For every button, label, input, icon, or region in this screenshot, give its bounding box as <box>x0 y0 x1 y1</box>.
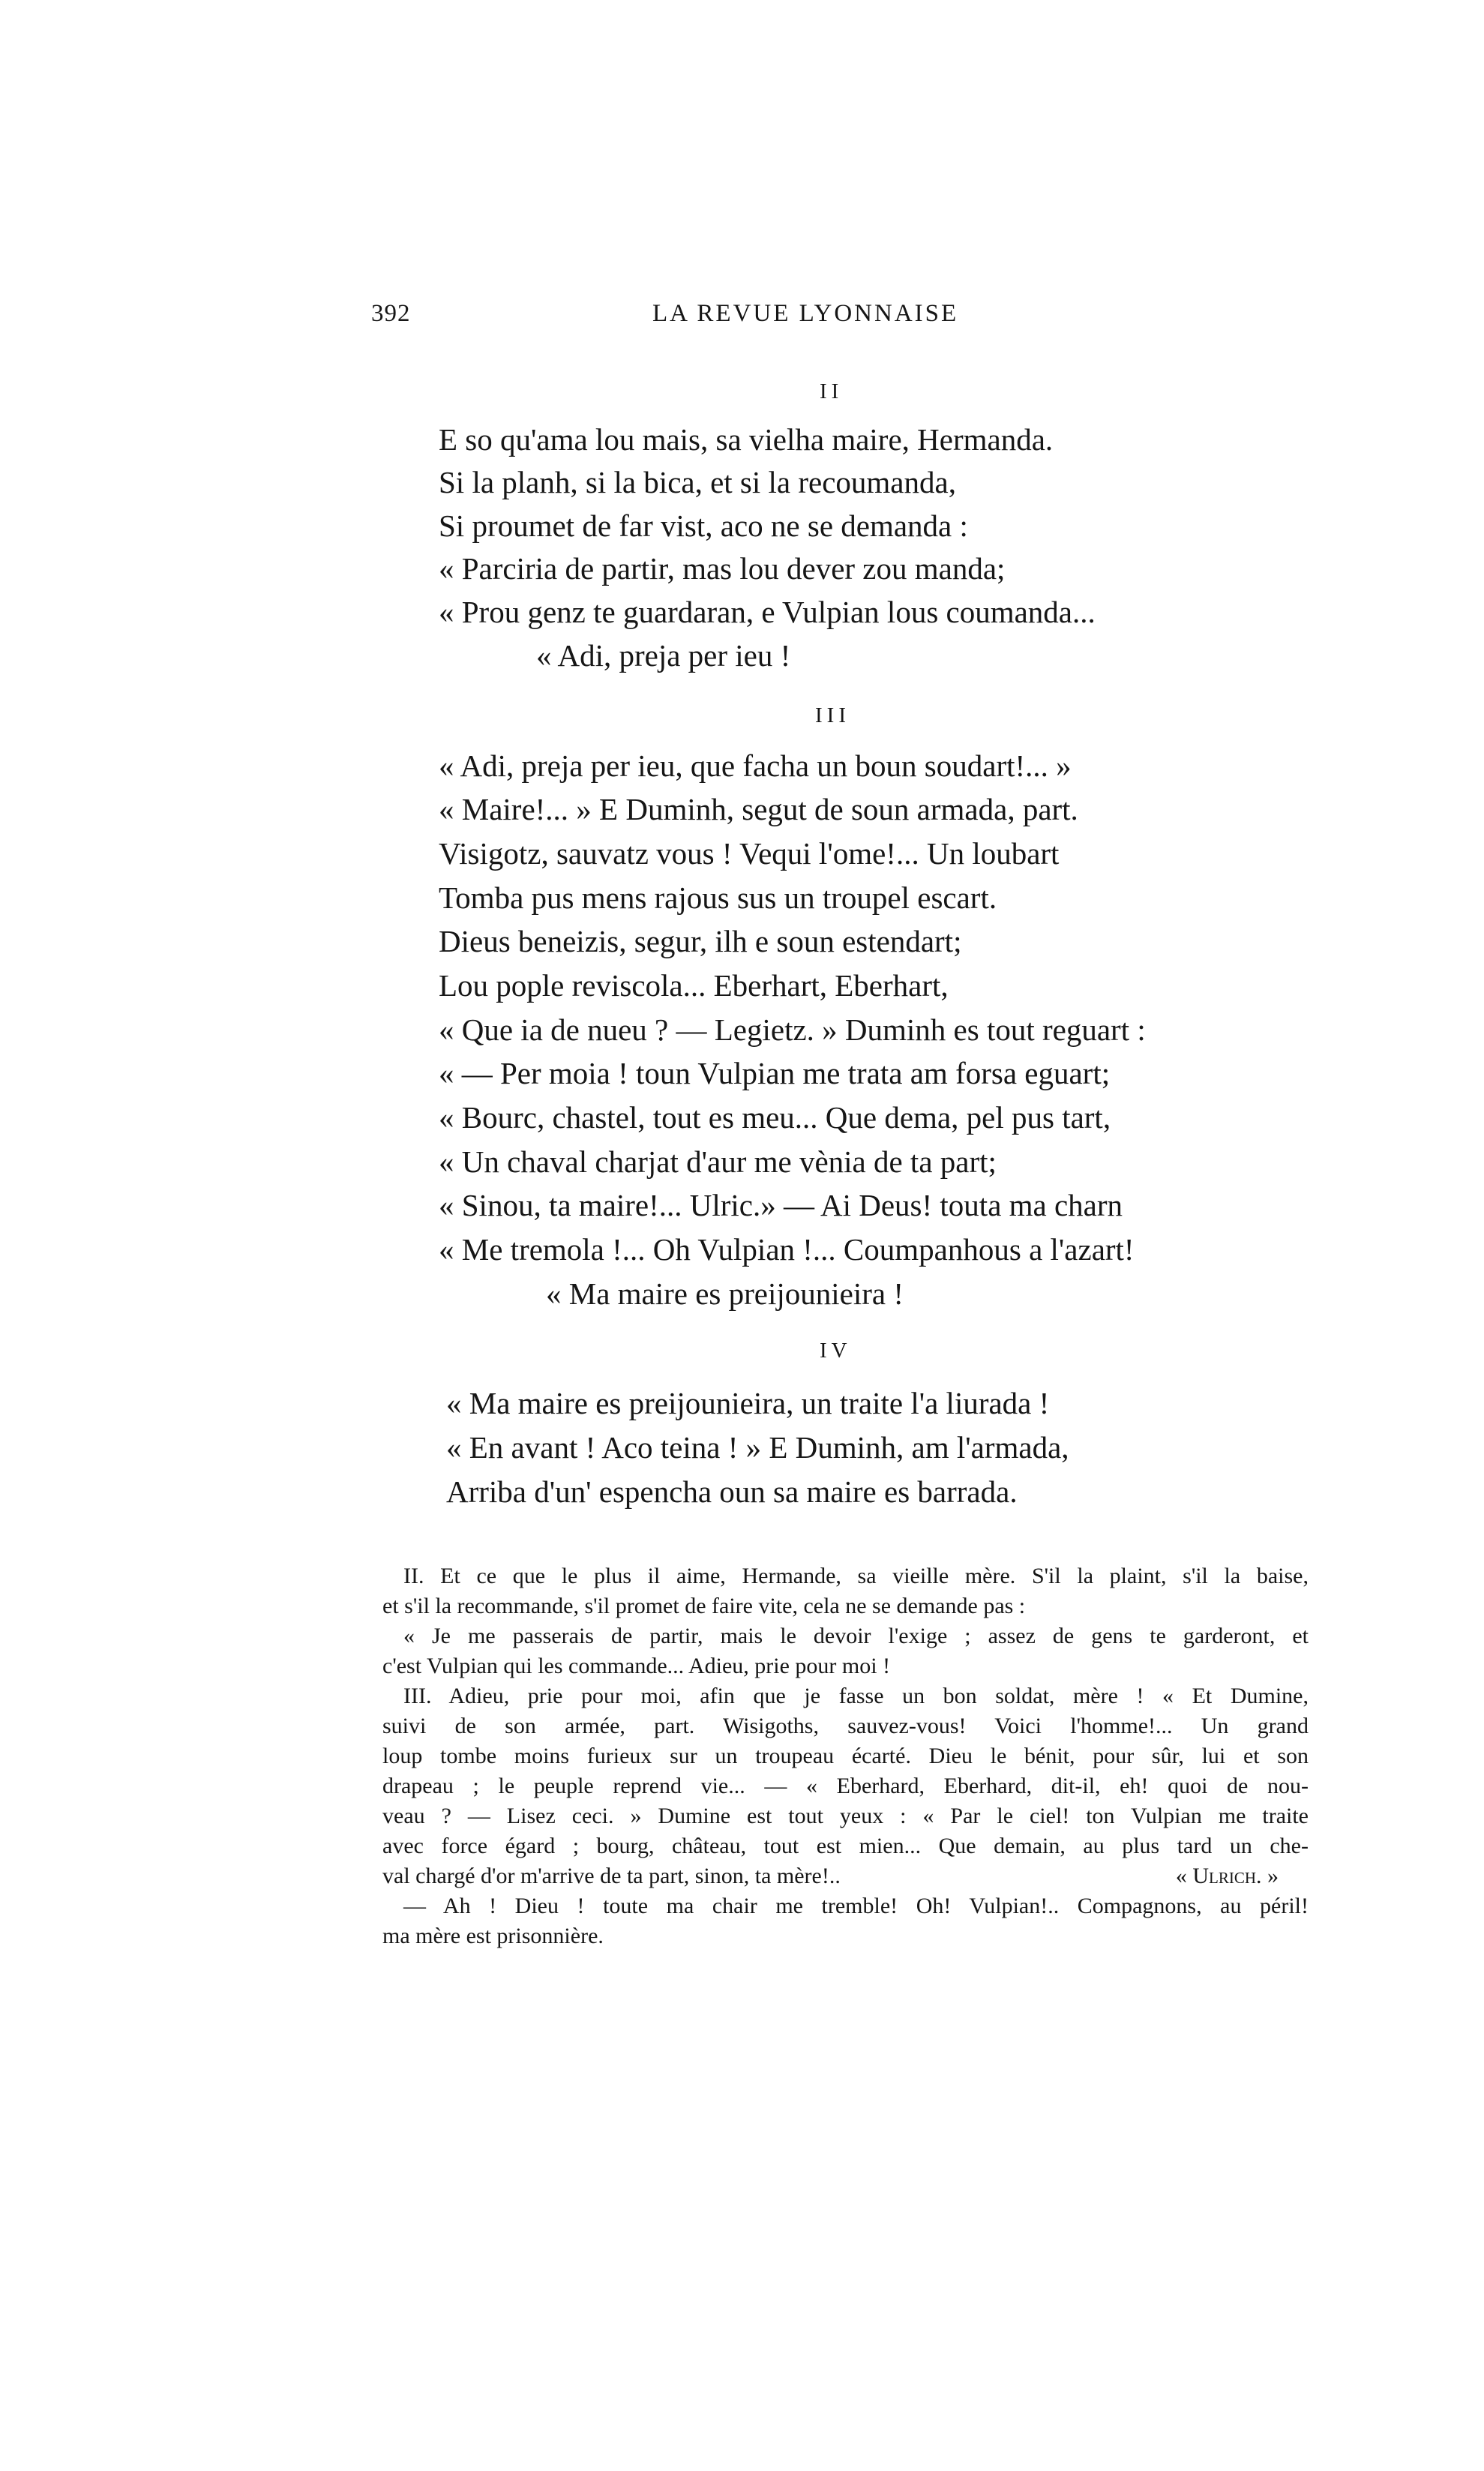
verse-line: « Sinou, ta maire!... Ulric.» — Ai Deus! touta ma charn <box>439 1188 1123 1222</box>
verse-line: Tomba pus mens rajous sus un troupel escart. <box>439 880 997 915</box>
verse-line: « Ma maire es preijounieira, un traite l'a liurada ! <box>446 1386 1050 1420</box>
footnote-line: veau ? — Lisez ceci. » Dumine est tout yeux : « Par le ciel! ton Vulpian me traite <box>382 1804 1309 1828</box>
verse-line: Lou pople reviscola... Eberhart, Eberhart, <box>439 968 949 1003</box>
footnote-line: val chargé d'or m'arrive de ta part, sinon, ta mère!.. <box>382 1864 841 1888</box>
verse-line: « — Per moia ! toun Vulpian me trata am forsa eguart; <box>439 1056 1111 1090</box>
footnote-line: II. Et ce que le plus il aime, Hermande, sa vieille mère. S'il la plaint, s'il la baise, <box>403 1564 1309 1588</box>
section-number-iii: III <box>815 703 850 727</box>
footnote-line: loup tombe moins furieux sur un troupeau écarté. Dieu le bénit, pour sûr, lui et son <box>382 1744 1309 1768</box>
verse-line: « Me tremola !... Oh Vulpian !... Coumpanhous a l'azart! <box>439 1232 1135 1267</box>
footnote-line: avec force égard ; bourg, château, tout est mien... Que demain, au plus tard un che- <box>382 1834 1309 1858</box>
verse-line: « Prou genz te guardaran, e Vulpian lous coumanda... <box>439 595 1096 629</box>
footnote-signature: « Ulrich. » <box>1175 1864 1279 1888</box>
verse-line: Visigotz, sauvatz vous ! Vequi l'ome!... Un loubart <box>439 836 1060 871</box>
verse-line: « Maire!... » E Duminh, segut de soun armada, part. <box>439 792 1078 826</box>
verse-line: « Que ia de nueu ? — Legietz. » Duminh es tout reguart : <box>439 1012 1146 1047</box>
verse-line: « Parciria de partir, mas lou dever zou manda; <box>439 551 1006 586</box>
section-number-ii: II <box>820 379 844 403</box>
verse-line: « En avant ! Aco teina ! » E Duminh, am l'armada, <box>446 1430 1069 1465</box>
footnote-line: — Ah ! Dieu ! toute ma chair me tremble! Oh! Vulpian!.. Compagnons, au péril! <box>403 1894 1309 1918</box>
footnote-signature-row <box>382 1861 1309 1891</box>
footnote-line: III. Adieu, prie pour moi, afin que je fasse un bon soldat, mère ! « Et Dumine, <box>403 1684 1309 1708</box>
footnote-line: « Je me passerais de partir, mais le devoir l'exige ; assez de gens te garderont, et <box>403 1624 1309 1648</box>
verse-line: « Adi, preja per ieu, que facha un boun soudart!... » <box>439 748 1072 783</box>
running-title: LA REVUE LYONNAISE <box>652 300 959 327</box>
footnotes-translation <box>382 1561 1309 1951</box>
verse-refrain: « Adi, preja per ieu ! <box>536 638 791 673</box>
verse-line: « Un chaval charjat d'aur me vènia de ta part; <box>439 1144 997 1179</box>
section-number-iv: IV <box>820 1339 852 1363</box>
verse-line: « Bourc, chastel, tout es meu... Que dema, pel pus tart, <box>439 1100 1111 1135</box>
footnote-line: suivi de son armée, part. Wisigoths, sauvez-vous! Voici l'homme!... Un grand <box>382 1714 1309 1738</box>
verse-refrain: « Ma maire es preijounieira ! <box>546 1276 904 1311</box>
verse-line: Dieus beneizis, segur, ilh e soun estendart; <box>439 924 962 958</box>
footnote-line: drapeau ; le peuple reprend vie... — « Eberhard, Eberhard, dit-il, eh! quoi de nou- <box>382 1774 1309 1798</box>
footnote-line: et s'il la recommande, s'il promet de faire vite, cela ne se demande pas : <box>382 1594 1026 1618</box>
verse-line: Arriba d'un' espencha oun sa maire es barrada. <box>446 1474 1018 1509</box>
page-number: 392 <box>371 300 411 327</box>
footnote-line: c'est Vulpian qui les commande... Adieu, prie pour moi ! <box>382 1654 891 1678</box>
verse-line: Si la planh, si la bica, et si la recoumanda, <box>439 465 956 499</box>
verse-line: E so qu'ama lou mais, sa vielha maire, Hermanda. <box>439 422 1054 457</box>
verse-line: Si proumet de far vist, aco ne se demanda : <box>439 508 968 543</box>
footnote-line: ma mère est prisonnière. <box>382 1924 604 1948</box>
